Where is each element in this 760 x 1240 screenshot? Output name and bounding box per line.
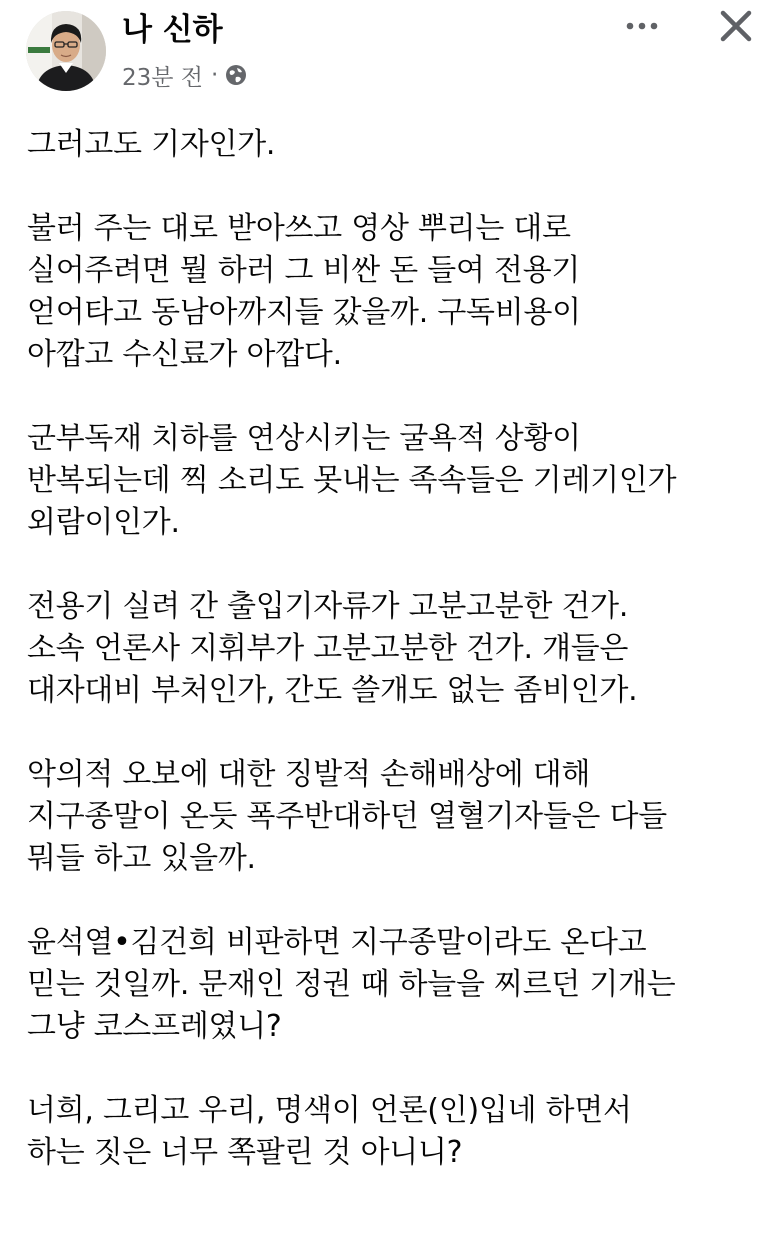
text-line: 불러 주는 대로 받아쓰고 영상 뿌리는 대로 (27, 211, 571, 246)
text-line: 전용기 실려 간 출입기자류가 고분고분한 건가. (27, 589, 629, 624)
author-name[interactable]: 나 신하 (122, 12, 223, 48)
text-line: 외람이인가. (27, 505, 180, 540)
text-line: 지구종말이 온듯 폭주반대하던 열혈기자들은 다들 (27, 799, 667, 834)
author-avatar[interactable] (26, 11, 106, 91)
paragraph-gap (27, 880, 757, 922)
text-line: 뭐들 하고 있을까. (27, 841, 256, 876)
post-meta (122, 58, 247, 92)
meta-separator: · (211, 62, 219, 88)
paragraph (27, 1090, 757, 1174)
paragraph-gap (27, 166, 757, 208)
text-line: 믿는 것일까. 문재인 정권 때 하늘을 찌르던 기개는 (27, 967, 676, 1002)
text-line: 악의적 오보에 대한 징발적 손해배상에 대해 (27, 757, 591, 792)
globe-icon (225, 64, 247, 86)
text-line: 그냥 코스프레였니? (27, 1009, 282, 1044)
paragraph-gap (27, 376, 757, 418)
text-line: 아깝고 수신료가 아깝다. (27, 337, 342, 372)
paragraph-gap (27, 712, 757, 754)
text-line: 대자대비 부처인가, 간도 쓸개도 없는 좀비인가. (27, 673, 638, 708)
paragraph (27, 586, 757, 712)
paragraph-gap (27, 1048, 757, 1090)
post-timestamp[interactable]: 23분 전 (122, 64, 204, 91)
paragraph (27, 922, 757, 1048)
paragraph-gap (27, 544, 757, 586)
text-line: 너희, 그리고 우리, 명색이 언론(인)입네 하면서 (27, 1093, 632, 1128)
text-line: 하는 짓은 너무 쪽팔린 것 아니니? (27, 1135, 463, 1170)
more-horizontal-icon[interactable] (620, 10, 664, 42)
post-header (0, 0, 760, 100)
paragraph (27, 754, 757, 880)
post-body (27, 124, 757, 1174)
text-line: 그러고도 기자인가. (27, 127, 276, 162)
paragraph (27, 418, 757, 544)
text-line: 소속 언론사 지휘부가 고분고분한 건가. 걔들은 (27, 631, 629, 666)
text-line: 윤석열•김건희 비판하면 지구종말이라도 온다고 (27, 925, 647, 960)
text-line: 반복되는데 찍 소리도 못내는 족속들은 기레기인가 (27, 463, 677, 498)
paragraph (27, 208, 757, 376)
close-icon[interactable] (714, 4, 758, 48)
paragraph (27, 124, 757, 166)
text-line: 실어주려면 뭘 하러 그 비싼 돈 들여 전용기 (27, 253, 581, 288)
text-line: 얻어타고 동남아까지들 갔을까. 구독비용이 (27, 295, 581, 330)
text-line: 군부독재 치하를 연상시키는 굴욕적 상황이 (27, 421, 581, 456)
